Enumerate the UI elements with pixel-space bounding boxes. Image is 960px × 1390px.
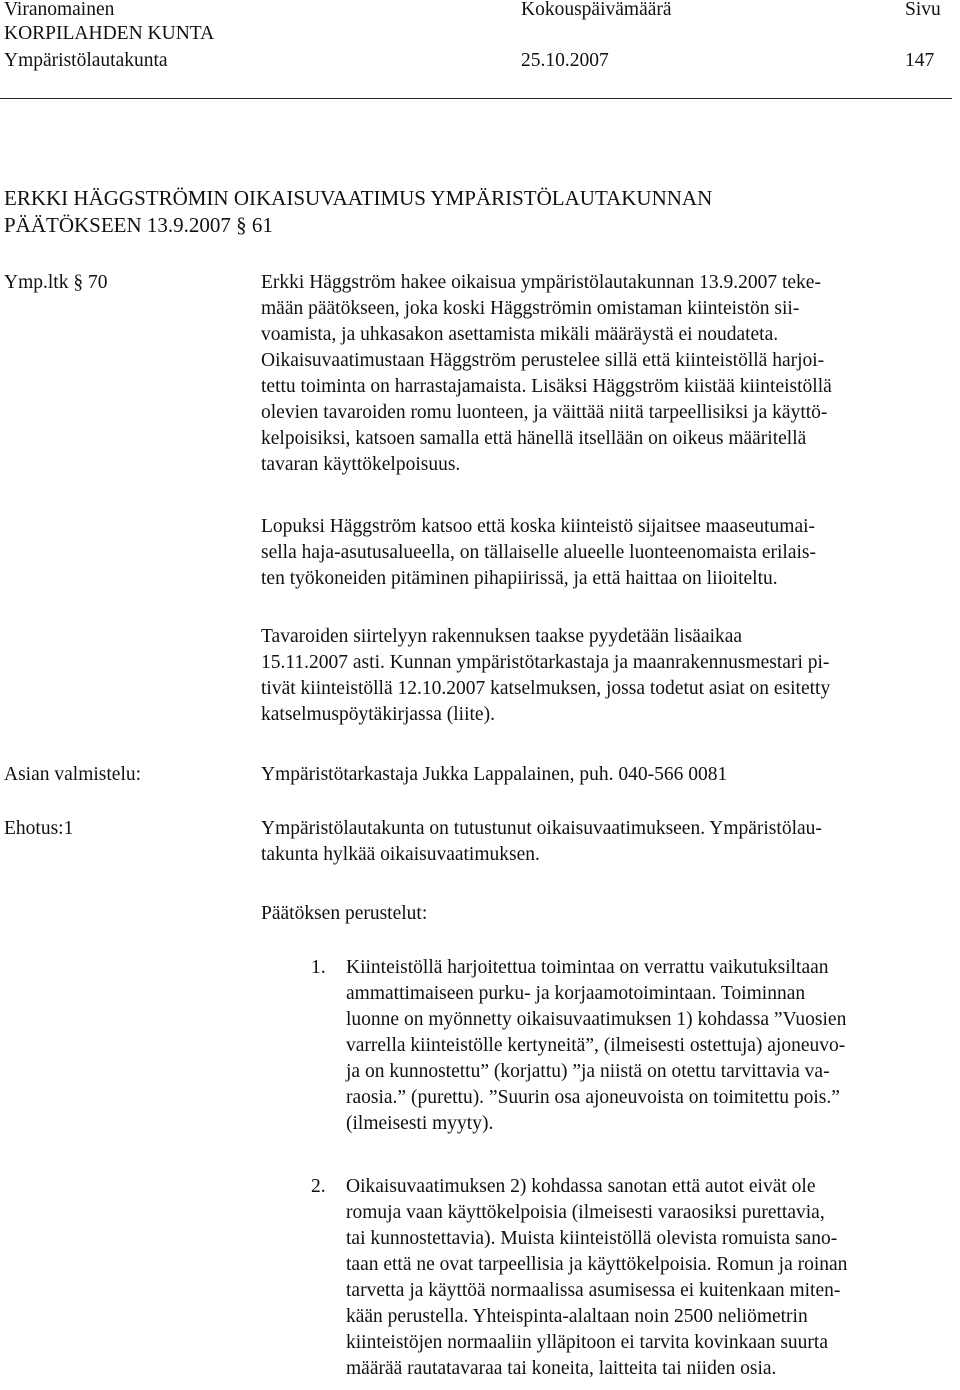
document-title-line-1: ERKKI HÄGGSTRÖMIN OIKAISUVAATIMUS YMPÄRISTÖLAUTAKUNNAN [4, 186, 713, 210]
header-divider [0, 98, 952, 99]
text-line: ammattimaiseen purku- ja korjaamotoimintaan. Toiminnan [346, 983, 806, 1004]
text-line: takunta hylkää oikaisuvaatimuksen. [261, 844, 540, 865]
text-line: Ympäristölautakunta on tutustunut oikaisuvaatimukseen. Ympäristölau- [261, 818, 822, 839]
text-line: tarvetta ja käyttöä normaalissa asumisessa ei kuitenkaan miten- [346, 1280, 841, 1301]
header-column-label-authority: Viranomainen [4, 0, 115, 20]
text-line: varrella kiinteistölle kertyneitä”, (ilmeisesti ostettuja) ajoneuvo- [346, 1035, 846, 1056]
text-line: romuja vaan käyttökelpoisia (ilmeisesti varaosiksi purettavia, [346, 1202, 825, 1223]
proposal-text [261, 816, 957, 868]
proposal-label: Ehotus:1 [4, 818, 74, 839]
text-line: Oikaisuvaatimustaan Häggström perustelee sillä että kiinteistöllä harjoi- [261, 350, 825, 371]
header-organization: KORPILAHDEN KUNTA [4, 23, 215, 44]
text-line: Oikaisuvaatimuksen 2) kohdassa sanotan että autot eivät ole [346, 1176, 816, 1197]
text-line: kiinteistöjen normaaliin ylläpitoon ei tarvita kovinkaan suurta [346, 1332, 828, 1353]
text-line: (ilmeisesti myyty). [346, 1113, 494, 1134]
header-authority: Ympäristölautakunta [4, 50, 168, 71]
header-column-label-meeting-date: Kokouspäivämäärä [521, 0, 672, 20]
text-line: katselmuspöytäkirjassa (liite). [261, 704, 495, 725]
list-item [346, 1174, 958, 1382]
text-line: olevien tavaroiden romu luonteen, ja väittää niitä tarpeellisiksi ja käyttö- [261, 402, 828, 423]
text-line: sella haja-asutusalueella, on tällaiselle alueelle luonteenomaista erilais- [261, 542, 816, 563]
text-line: ten työkoneiden pitäminen pihapiirissä, ja että haittaa on liioiteltu. [261, 568, 778, 589]
text-line: 15.11.2007 asti. Kunnan ympäristötarkastaja ja maanrakennusmestari pi- [261, 652, 830, 673]
text-line: tavaran käyttökelpoisuus. [261, 454, 461, 475]
text-line: luonne on myönnetty oikaisuvaatimuksen 1) kohdassa ”Vuosien [346, 1009, 847, 1030]
text-line: tivät kiinteistöllä 12.10.2007 katselmuksen, jossa todetut asiat on esitetty [261, 678, 831, 699]
text-line: Tavaroiden siirtelyyn rakennuksen taakse pyydetään lisäaikaa [261, 626, 743, 647]
text-line: määrää rautatavaraa tai koneita, laitteita tai niiden osia. [346, 1358, 777, 1379]
document-title-line-2: PÄÄTÖKSEEN 13.9.2007 § 61 [4, 213, 273, 237]
preparation-value: Ympäristötarkastaja Jukka Lappalainen, puh. 040-566 0081 [261, 764, 728, 785]
paragraph-extension-inspection [261, 624, 957, 728]
text-line: tettu toiminta on harrastajamaista. Lisäksi Häggström kiistää kiinteistöllä [261, 376, 832, 397]
preparation-label: Asian valmistelu: [4, 764, 142, 785]
paragraph-rural-argument [261, 514, 957, 592]
text-line: ja on kunnostettu” (korjattu) ”ja niistä on otettu tarvittavia va- [346, 1061, 830, 1082]
text-line: Lopuksi Häggström katsoo että koska kiinteistö sijaitsee maaseutumai- [261, 516, 816, 537]
grounds-heading: Päätöksen perustelut: [261, 903, 428, 924]
text-line: raosia.” (purettu). ”Suurin osa ajoneuvoista on toimitettu pois.” [346, 1087, 840, 1108]
text-line: Erkki Häggström hakee oikaisua ympäristölautakunnan 13.9.2007 teke- [261, 272, 821, 293]
text-line: Kiinteistöllä harjoitettua toimintaa on verrattu vaikutuksiltaan [346, 957, 829, 978]
list-item-number: 2. [311, 1176, 326, 1197]
text-line: mään päätökseen, joka koski Häggströmin omistaman kiinteistön sii- [261, 298, 800, 319]
list-item-number: 1. [311, 957, 326, 978]
section-reference: Ymp.ltk § 70 [4, 272, 108, 293]
header-meeting-date: 25.10.2007 [521, 50, 609, 71]
text-line: taan että ne ovat tarpeellisia ja käyttökelpoisia. Romun ja roinan [346, 1254, 848, 1275]
header-column-label-page: Sivu [905, 0, 941, 20]
text-line: voamista, ja uhkasakon asettamista mikäli määräystä ei noudateta. [261, 324, 779, 345]
text-line: tai kunnostettavia). Muista kiinteistöllä olevista romuista sano- [346, 1228, 838, 1249]
header-page-number: 147 [905, 50, 935, 71]
list-item [346, 955, 958, 1137]
text-line: kelpoisiksi, katsoen samalla että hänellä itsellään on oikeus määritellä [261, 428, 807, 449]
text-line: kään perustella. Yhteispinta-alaltaan noin 2500 neliömetrin [346, 1306, 808, 1327]
paragraph-appeal-summary [261, 270, 957, 478]
